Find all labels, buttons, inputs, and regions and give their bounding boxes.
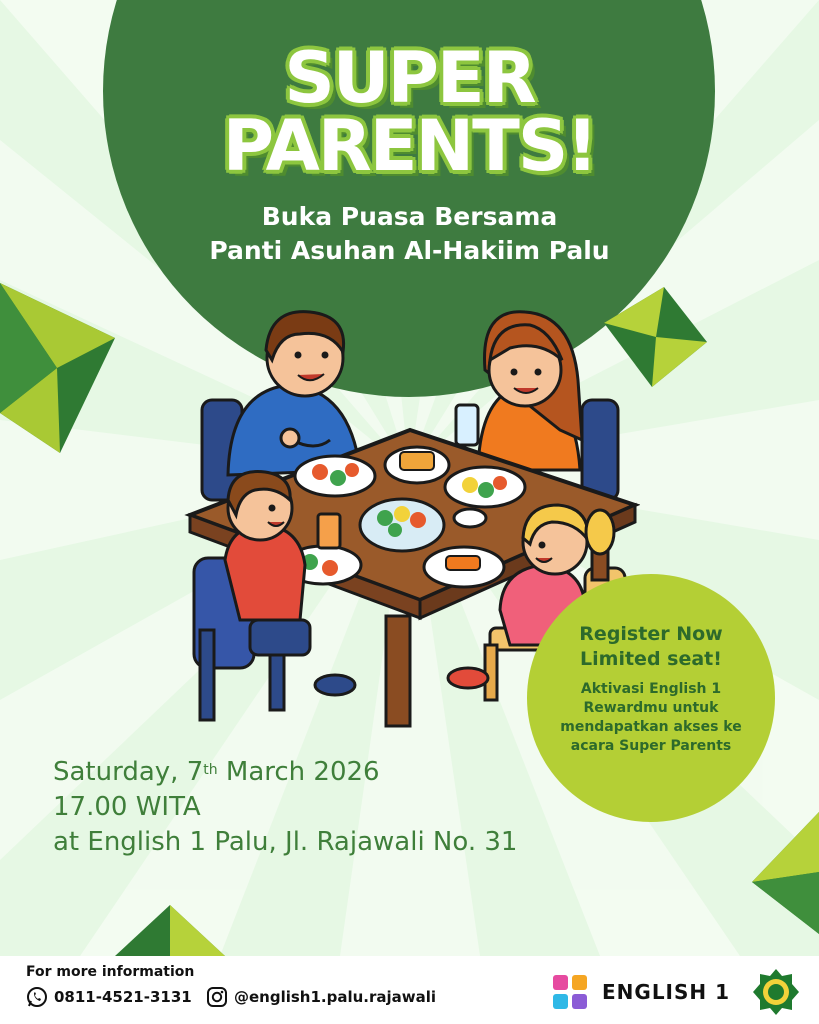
event-location: at English 1 Palu, Jl. Rajawali No. 31	[53, 827, 518, 857]
register-heading-line-1: Register Now	[579, 623, 723, 645]
register-heading	[527, 622, 775, 672]
instagram-icon	[206, 986, 228, 1008]
whatsapp-icon	[26, 986, 48, 1008]
english1-logo	[552, 974, 588, 1010]
kite-bottom-right-decoration	[752, 812, 819, 934]
event-date-rest: March 2026	[217, 757, 380, 787]
phone-number: 0811-4521-3131	[54, 988, 192, 1006]
register-badge	[527, 574, 775, 822]
register-body: Aktivasi English 1 Rewardmu untuk mendapatkan akses ke acara Super Parents	[560, 681, 742, 754]
instagram-contact[interactable]	[206, 986, 436, 1008]
event-details	[53, 755, 517, 860]
ministry-seal	[752, 968, 800, 1016]
event-time: 17.00 WITA	[53, 792, 201, 822]
subtitle-line-2: Panti Asuhan Al-Hakiim Palu	[209, 236, 610, 265]
event-title	[0, 37, 819, 187]
phone-contact[interactable]	[26, 986, 192, 1008]
register-heading-line-2: Limited seat!	[580, 648, 722, 670]
kite-left-decoration	[0, 283, 115, 453]
kite-bottom-left-decoration	[115, 905, 225, 956]
event-date-day: Saturday, 7	[53, 757, 204, 787]
title-line-parents: PARENTS!	[222, 105, 597, 187]
title-line-super: SUPER	[284, 37, 535, 119]
event-date-suffix: th	[203, 762, 218, 778]
english1-brand	[552, 974, 730, 1010]
footer	[0, 956, 819, 1024]
instagram-handle: @english1.palu.rajawali	[234, 988, 437, 1006]
event-subtitle	[0, 200, 819, 268]
event-date	[53, 755, 517, 790]
subtitle-line-1: Buka Puasa Bersama	[261, 202, 558, 231]
footer-label: For more information	[26, 964, 195, 980]
brand-name: ENGLISH 1	[602, 980, 731, 1004]
